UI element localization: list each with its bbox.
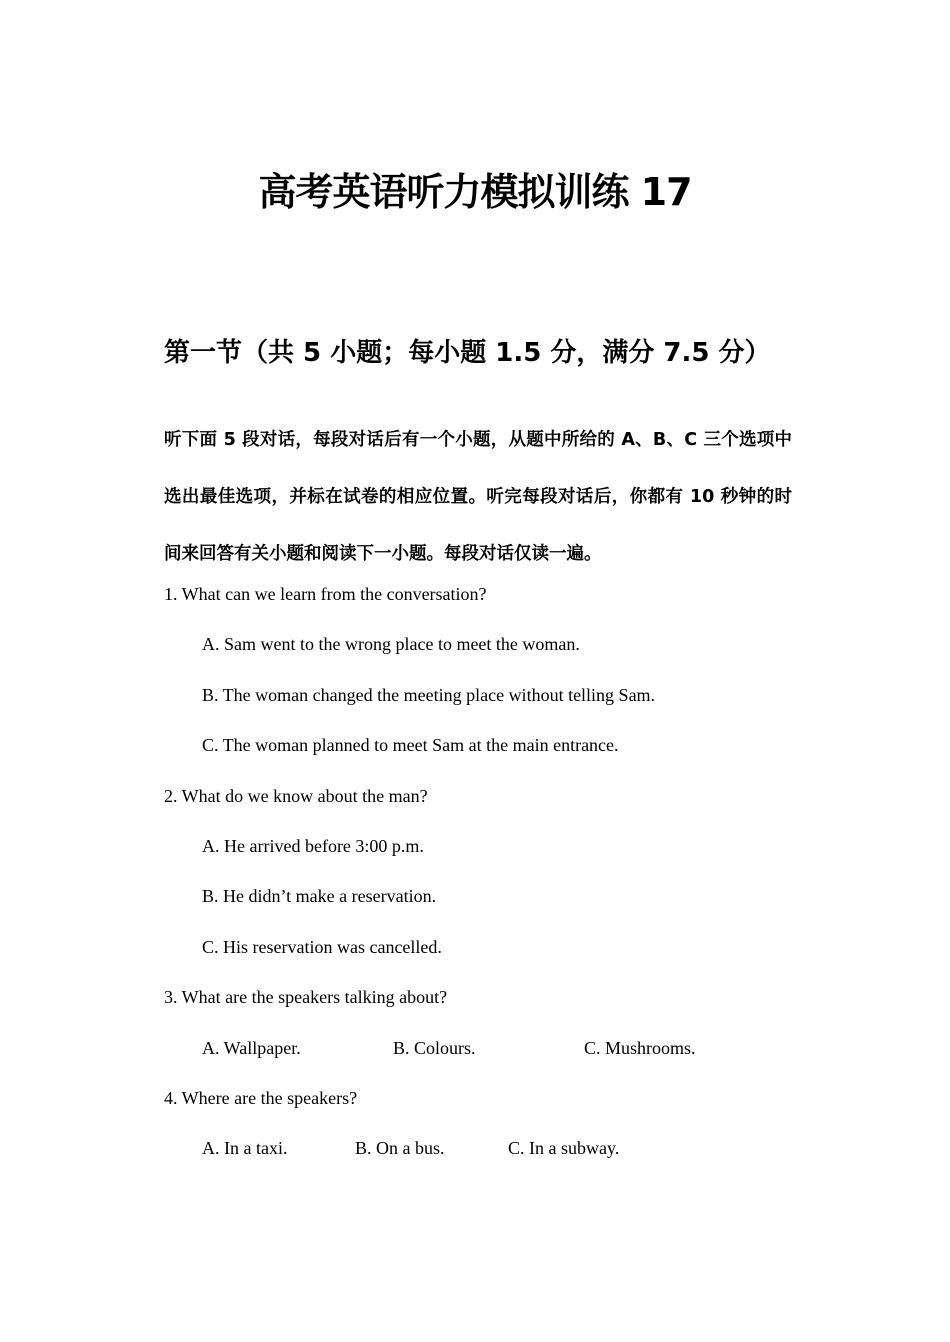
question-1-option-c: C. The woman planned to meet Sam at the main entrance.	[202, 735, 619, 755]
section-heading: 第一节（共 5 小题；每小题 1.5 分，满分 7.5 分）	[164, 338, 771, 368]
question-4-option-a: A. In a taxi.	[202, 1138, 288, 1158]
question-2-option-a: A. He arrived before 3:00 p.m.	[202, 836, 424, 856]
question-4-option-b: B. On a bus.	[355, 1138, 445, 1158]
question-2-option-b: B. He didn’t make a reservation.	[202, 886, 437, 906]
question-4-option-c: C. In a subway.	[508, 1138, 620, 1158]
question-1-option-a: A. Sam went to the wrong place to meet the woman.	[202, 634, 580, 654]
question-1-option-b: B. The woman changed the meeting place without telling Sam.	[202, 685, 656, 705]
question-2-stem: 2. What do we know about the man?	[164, 786, 428, 806]
question-4-stem: 4. Where are the speakers?	[164, 1088, 358, 1108]
question-3-stem: 3. What are the speakers talking about?	[164, 987, 448, 1007]
question-2-option-c: C. His reservation was cancelled.	[202, 937, 442, 957]
page-title: 高考英语听力模拟训练 17	[258, 170, 692, 214]
question-3-option-b: B. Colours.	[393, 1038, 476, 1058]
question-1-stem: 1. What can we learn from the conversation?	[164, 584, 487, 604]
section-instructions: 听下面 5 段对话，每段对话后有一个小题，从题中所给的 A、B、C 三个选项中选出最佳选项，并标在试卷的相应位置。听完每段对话后，你都有 10 秒钟的时间来回答有关小题和阅读下一小题。每段对话仅读一遍。	[164, 430, 792, 564]
question-3-option-c: C. Mushrooms.	[584, 1038, 696, 1058]
question-3-option-a: A. Wallpaper.	[202, 1038, 301, 1058]
